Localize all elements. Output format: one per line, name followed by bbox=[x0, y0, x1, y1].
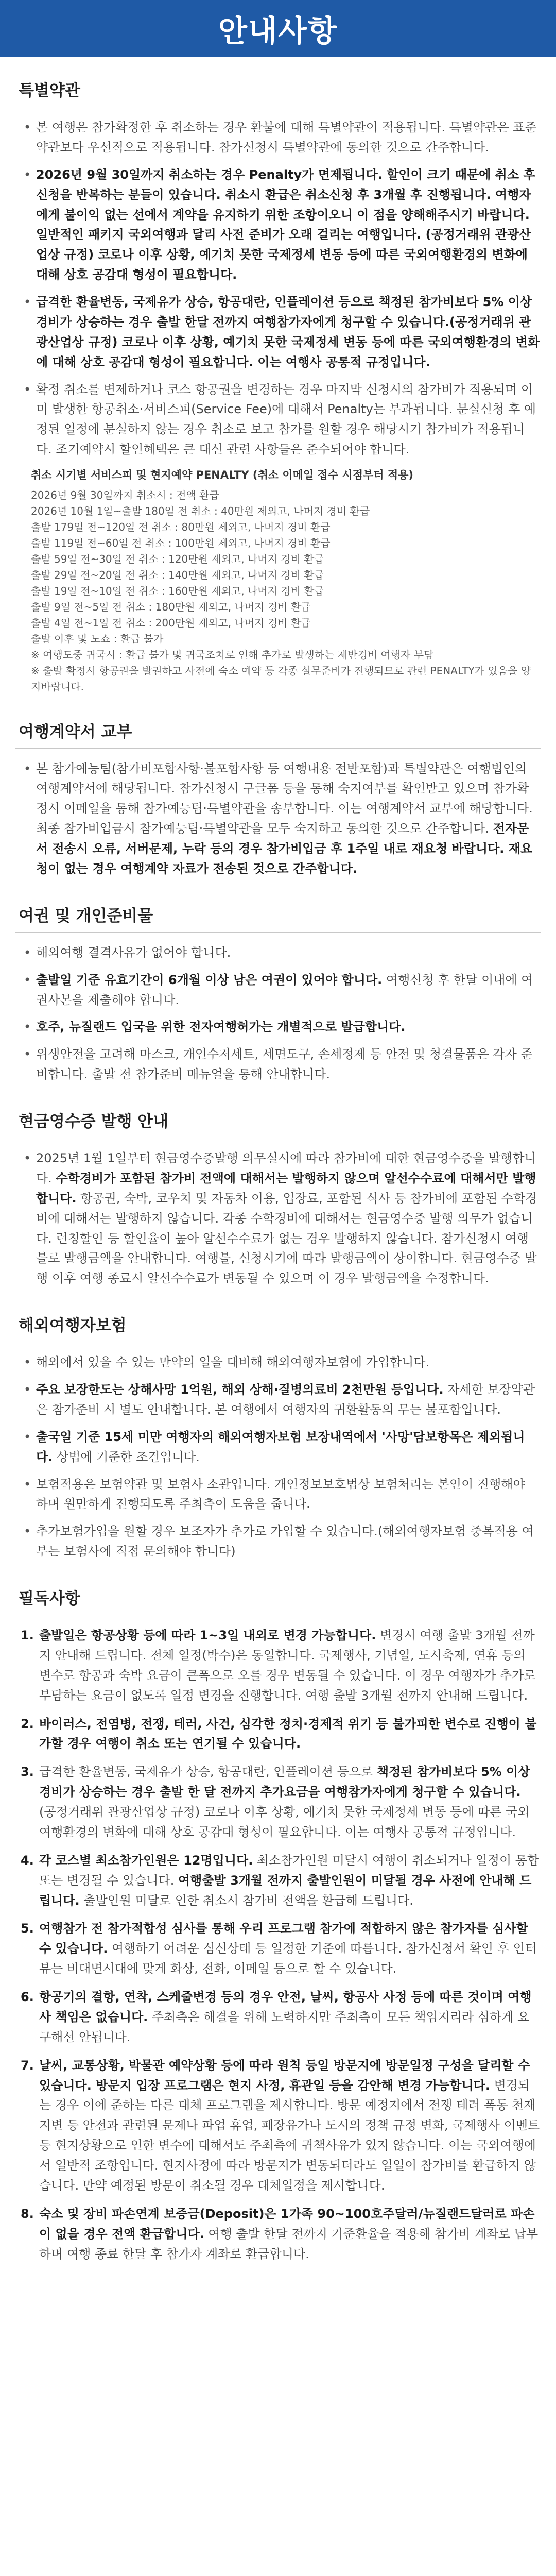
body-text: 확정 취소를 변제하거나 코스 항공권을 변경하는 경우 마지막 신청시의 참가비가 적용되며 이미 발생한 항공취소·서비스피(Service Fee)에 대해서 Penalty는 부과됩니다. 분실신청 후 예정된 일정에 분실하지 않는 경우 취소로 보고 참가를 원할 경우 해당시기 참가비가 적용됩니다. 조기예약시 할인혜택은 큰 대신 관련 사항들은 준수되어야 합니다. bbox=[36, 382, 536, 457]
list-item bbox=[21, 1427, 541, 1467]
refund-schedule bbox=[15, 467, 541, 695]
item-number: 2. bbox=[21, 1716, 34, 1731]
refund-line: 출발 이후 및 노쇼 : 환급 불가 bbox=[31, 632, 164, 645]
refund-line: 2026년 9월 30일까지 취소시 : 전액 환급 bbox=[31, 488, 219, 501]
page-title: 안내사항 bbox=[218, 13, 338, 48]
body-text: (공정거래위 관광산업상 규정) 코로나 이후 상황, 예기치 못한 국제정세 변동 등에 따른 국외여행환경의 변화에 대해 상호 공감대 형성이 필요합니다. 이는 여행사 공통적 규정입니다. bbox=[39, 1805, 530, 1839]
list-item bbox=[21, 380, 541, 460]
numbered-item bbox=[21, 1762, 541, 1842]
bullet-list bbox=[15, 117, 541, 460]
body-text: 위생안전을 고려해 마스크, 개인수저세트, 세면도구, 손세정제 등 안전 및 청결물품은 각자 준비합니다. 출발 전 참가준비 매뉴얼을 통해 안내합니다. bbox=[36, 1047, 533, 1082]
refund-line: 출발 29일 전~20일 전 취소 : 140만원 제외고, 나머지 경비 환급 bbox=[31, 568, 324, 581]
emphasis-text: 각 코스별 최소참가인원은 12명입니다. bbox=[39, 1853, 253, 1868]
section-divider bbox=[15, 748, 541, 749]
item-number: 8. bbox=[21, 2206, 34, 2221]
body-text: 여행 출발 한달 전까지 기준환율을 적용해 참가비 계좌로 납부하며 여행 종료 한달 후 참가자 계좌로 환급합니다. bbox=[39, 2226, 538, 2261]
item-number: 5. bbox=[21, 1921, 34, 1936]
section bbox=[15, 77, 541, 695]
section-title: 특별약관 bbox=[19, 81, 80, 100]
numbered-item bbox=[21, 1919, 541, 1979]
content bbox=[0, 57, 556, 2318]
list-item bbox=[21, 1148, 541, 1289]
body-text: 보험적용은 보험약관 및 보험사 소관입니다. 개인정보보호법상 보험처리는 본인이 진행해야 하며 원만하게 진행되도록 주최측이 도움을 줍니다. bbox=[36, 1477, 525, 1512]
bullet-list bbox=[15, 1148, 541, 1289]
section-title: 여권 및 개인준비물 bbox=[19, 906, 153, 925]
refund-line: 출발 4일 전~1일 전 취소 : 200만원 제외고, 나머지 경비 환급 bbox=[31, 616, 311, 629]
body-text: 변경시 여행 출발 3개월 전까지 안내해 드립니다. 전체 일정(박수)은 동일합니다. 국제행사, 기념일, 도시축제, 연휴 등의 변수로 항공과 숙박 요금이 큰폭으로 오를 경우 변동될 수 있습니다. 이 경우 여행자가 추가로 부담하는 요금이 없도록 일정 변경을 진행합니다. 여행 출발 3개월 전까지 안내해 드립니다. bbox=[39, 1628, 536, 1703]
section-title: 해외여행자보험 bbox=[19, 1316, 127, 1335]
list-item bbox=[21, 117, 541, 158]
emphasis-text: 2026년 9월 30일까지 취소하는 경우 Penalty가 면제됩니다. 할인이 크기 때문에 취소 후 신청을 반복하는 분들이 있습니다. 취소시 환급은 취소신청 후 3개월 후 진행됩니다. 여행자에게 불이익 없는 선에서 계약을 유지하기 위한 조항이오니 이 점을 양해해주시기 바랍니다. 일반적인 패키지 국외여행과 달리 사전 준비가 오래 걸리는 여행입니다. (공정거래위 관광산업상 규정) 코로나 이후 상황, 예기치 못한 국제정세 변동 등에 따른 국외여행환경의 변화에 대해 상호 공감대 형성이 필요합니다. bbox=[36, 167, 535, 282]
numbered-list bbox=[15, 1625, 541, 2264]
section bbox=[15, 1108, 541, 1289]
body-text: 주최측은 해결을 위해 노력하지만 주최측이 모든 책임지리라 심하게 요구해선 안됩니다. bbox=[39, 2009, 530, 2044]
emphasis-text: 여행참가 전 참가적합성 심사를 통해 우리 프로그램 참가에 적합하지 않은 참가자를 심사할 수 있습니다. bbox=[39, 1921, 528, 1956]
section bbox=[15, 1585, 541, 2264]
section-title: 현금영수증 발행 안내 bbox=[19, 1112, 169, 1131]
refund-line: 2026년 10월 1일~출발 180일 전 취소 : 40만원 제외고, 나머지 경비 환급 bbox=[31, 504, 370, 517]
list-item bbox=[21, 165, 541, 285]
section bbox=[15, 903, 541, 1084]
emphasis-text: 주요 보장한도는 상해사망 1억원, 해외 상해·질병의료비 2천만원 등입니다. bbox=[36, 1382, 444, 1397]
list-item bbox=[21, 1380, 541, 1420]
list-item bbox=[21, 759, 541, 879]
emphasis-text: 전자문서 전송시 오류, 서버문제, 누락 등의 경우 참가비입금 후 1주일 내로 재요청 바랍니다. 재요청이 없는 경우 여행계약 자료가 전송된 것으로 간주합니다. bbox=[36, 821, 533, 876]
item-number: 7. bbox=[21, 2058, 34, 2073]
refund-line: 출발 119일 전~60일 전 취소 : 100만원 제외고, 나머지 경비 환급 bbox=[31, 536, 331, 549]
body-text: 2025년 1월 1일부터 현금영수증발행 의무실시에 따라 참가비에 대한 현금영수증을 발행합니다. bbox=[36, 1151, 536, 1185]
emphasis-text: 항공기의 결항, 연착, 스케줄변경 등의 경우 안전, 날씨, 항공사 사정 등에 따른 것이며 여행사 책임은 없습니다. bbox=[39, 1990, 532, 2024]
bullet-list bbox=[15, 943, 541, 1084]
numbered-item bbox=[21, 1987, 541, 2047]
list-item bbox=[21, 1475, 541, 1515]
item-number: 3. bbox=[21, 1765, 34, 1780]
emphasis-text: 날씨, 교통상황, 박물관 예약상황 등에 따라 원칙 등일 방문지에 방문일정 구성을 달리할 수 있습니다. 방문지 입장 프로그램은 현지 사정, 휴관일 등을 감안해 변경 가능합니다. bbox=[39, 2058, 530, 2093]
header-banner bbox=[0, 0, 556, 57]
bullet-list bbox=[15, 1352, 541, 1562]
body-text: 추가보험가입을 원할 경우 보조자가 추가로 가입할 수 있습니다.(해외여행자보험 중복적용 여부는 보험사에 직접 문의해야 합니다) bbox=[36, 1524, 534, 1559]
refund-note: ※ 출발 확정시 항공권을 발권하고 사전에 숙소 예약 등 각종 실무준비가 진행되므로 관련 PENALTY가 있음을 양지바랍니다. bbox=[31, 664, 531, 693]
section-title: 여행계약서 교부 bbox=[19, 722, 132, 741]
emphasis-text: 출발일 기준 유효기간이 6개월 이상 남은 여권이 있어야 합니다. bbox=[36, 972, 383, 987]
body-text: 출발인원 미달로 인한 취소시 참가비 전액을 환급해 드립니다. bbox=[79, 1893, 413, 1908]
section bbox=[15, 1312, 541, 1562]
section-divider bbox=[15, 932, 541, 933]
emphasis-text: 출발일은 항공상황 등에 따라 1~3일 내외로 변경 가능합니다. bbox=[39, 1628, 376, 1643]
body-text: 해외에서 있을 수 있는 만약의 일을 대비해 해외여행자보험에 가입합니다. bbox=[36, 1355, 430, 1370]
refund-schedule-title: 취소 시기별 서비스피 및 현지예약 PENALTY (취소 이메일 접수 시점부터 적용) bbox=[31, 469, 414, 481]
list-item bbox=[21, 970, 541, 1010]
item-number: 6. bbox=[21, 1990, 34, 2005]
refund-note: ※ 여행도중 귀국시 : 환급 불가 및 귀국조치로 인해 추가로 발생하는 제반경비 여행자 부담 bbox=[31, 648, 434, 661]
numbered-item bbox=[21, 1851, 541, 1911]
numbered-item bbox=[21, 1625, 541, 1706]
numbered-item bbox=[21, 1714, 541, 1754]
refund-line: 출발 9일 전~5일 전 취소 : 180만원 제외고, 나머지 경비 환급 bbox=[31, 600, 311, 613]
emphasis-text: 여행출발 3개월 전까지 출발인원이 미달될 경우 사전에 안내해 드립니다. bbox=[39, 1873, 532, 1908]
item-number: 4. bbox=[21, 1853, 34, 1868]
body-text: 여행신청 후 한달 이내에 여권사본을 제출해야 합니다. bbox=[36, 972, 533, 1007]
list-item bbox=[21, 1521, 541, 1562]
body-text: 여행하기 어려운 심신상태 등 일정한 기준에 따릅니다. 참가신청서 확인 후 인터뷰는 비대면시대에 맞게 화상, 전화, 이메일 등으로 할 수 있습니다. bbox=[39, 1941, 537, 1976]
list-item bbox=[21, 1044, 541, 1084]
body-text: 항공권, 숙박, 코우치 및 자동차 이용, 입장료, 포함된 식사 등 참가비에 포함된 수학경비에 대해서는 발행하지 않습니다. 각종 수학경비에 대해서는 현금영수증 발행 의무가 없습니다. 런칭할인 등 할인율이 높아 알선수수료가 없는 경우 발행하지 않습니다. 참가신청시 여행블로 발행금액을 안내합니다. 여행블, 신청시기에 따라 발행금액이 상이합니다. 현금영수증 발행 이후 여행 종료시 알선수수료가 변동될 수 있으며 이 경우 발행금액을 수정합니다. bbox=[36, 1191, 537, 1286]
numbered-item bbox=[21, 2204, 541, 2264]
emphasis-text: 책정된 참가비보다 5% 이상 경비가 상승하는 경우 출발 한 달 전까지 추가요금을 여행참가자에게 청구할 수 있습니다. bbox=[39, 1765, 530, 1800]
refund-line: 출발 59일 전~30일 전 취소 : 120만원 제외고, 나머지 경비 환급 bbox=[31, 552, 324, 565]
list-item bbox=[21, 943, 541, 963]
emphasis-text: 바이러스, 전염병, 전쟁, 테러, 사건, 심각한 정치·경제적 위기 등 불가피한 변수로 진행이 불가할 경우 여행이 취소 또는 연기될 수 있습니다. bbox=[39, 1716, 537, 1751]
body-text: 본 참가예능팀(참가비포함사항·불포함사항 등 여행내용 전반포함)과 특별약관은 여행법인의 여행계약서에 해당됩니다. 참가신청시 구글폼 등을 통해 숙지여부를 확인받고 있으며 참가확정시 이메일을 통해 참가예능팀·특별약관을 송부합니다. 이는 여행계약서 교부에 해당합니다. 최종 참가비입금시 참가예능팀·특별약관을 모두 숙지하고 동의한 것으로 간주합니다. bbox=[36, 761, 533, 836]
body-text: 본 여행은 참가확정한 후 취소하는 경우 환불에 대해 특별약관이 적용됩니다. 특별약관은 표준약관보다 우선적으로 적용됩니다. 참가신청시 특별약관에 동의한 것으로 간주합니다. bbox=[36, 120, 537, 155]
body-text: 상법에 기준한 조건입니다. bbox=[53, 1449, 200, 1464]
refund-line: 출발 19일 전~10일 전 취소 : 160만원 제외고, 나머지 경비 환급 bbox=[31, 584, 324, 597]
emphasis-text: 숙소 및 장비 파손연계 보증금(Deposit)은 1가족 90~100호주달러/뉴질랜드달러로 파손이 없을 경우 전액 환급합니다. bbox=[39, 2206, 535, 2241]
body-text: 자세한 보장약관은 참가준비 시 별도 안내합니다. 본 여행에서 여행자의 귀환활동의 무는 불포함입니다. bbox=[36, 1382, 535, 1417]
emphasis-text: 호주, 뉴질랜드 입국을 위한 전자여행허가는 개별적으로 발급합니다. bbox=[36, 1020, 406, 1035]
refund-line: 출발 179일 전~120일 전 취소 : 80만원 제외고, 나머지 경비 환급 bbox=[31, 520, 331, 533]
section-title: 필독사항 bbox=[19, 1589, 80, 1608]
item-number: 1. bbox=[21, 1628, 34, 1643]
body-text: 해외여행 결격사유가 없어야 합니다. bbox=[36, 945, 231, 960]
body-text: 최소참가인원 미달시 여행이 취소되거나 일정이 통합 또는 변경될 수 있습니다. bbox=[39, 1853, 540, 1888]
list-item bbox=[21, 1352, 541, 1372]
emphasis-text: 수학경비가 포함된 참가비 전액에 대해서는 발행하지 않으며 알선수수료에 대해서만 발행합니다. bbox=[36, 1171, 536, 1206]
emphasis-text: 출국일 기준 15세 미만 여행자의 해외여행자보험 보장내역에서 '사망'담보항목은 제외됩니다. bbox=[36, 1429, 525, 1464]
body-text: 급격한 환율변동, 국제유가 상승, 항공대란, 인플레이션 등으로 bbox=[39, 1765, 377, 1780]
numbered-item bbox=[21, 2056, 541, 2196]
body-text: 변경되는 경우 이에 준하는 다른 대체 프로그램을 제시합니다. 방문 예정지에서 전쟁 테러 폭동 천재지변 등 안전과 관련된 문제나 파업 휴업, 폐장유가나 도시의 정책 규정 변화, 국제행사 이벤트 등 현지상황으로 인한 변수에 대해서도 주최측에 귀책사유가 있지 않습니다. 이는 국외여행에서 일반적 조항입니다. 현지사정에 따라 방문지가 변동되더라도 일일이 참가비를 환급하지 않습니다. 만약 예정된 방문이 취소될 경우 대체일정을 제시합니다. bbox=[39, 2078, 540, 2193]
emphasis-text: 급격한 환율변동, 국제유가 상승, 항공대란, 인플레이션 등으로 책정된 참가비보다 5% 이상 경비가 상승하는 경우 출발 한달 전까지 여행참가자에게 청구할 수 있습니다.(공정거래위 관광산업상 규정) 코로나 이후 상황, 예기치 못한 국제정세 변동 등에 따른 국외여행환경의 변화에 대해 상호 공감대 형성이 필요합니다. 이는 여행사 공통적 규정입니다. bbox=[36, 295, 540, 369]
list-item bbox=[21, 292, 541, 372]
list-item bbox=[21, 1017, 541, 1037]
bullet-list bbox=[15, 759, 541, 879]
section bbox=[15, 719, 541, 879]
